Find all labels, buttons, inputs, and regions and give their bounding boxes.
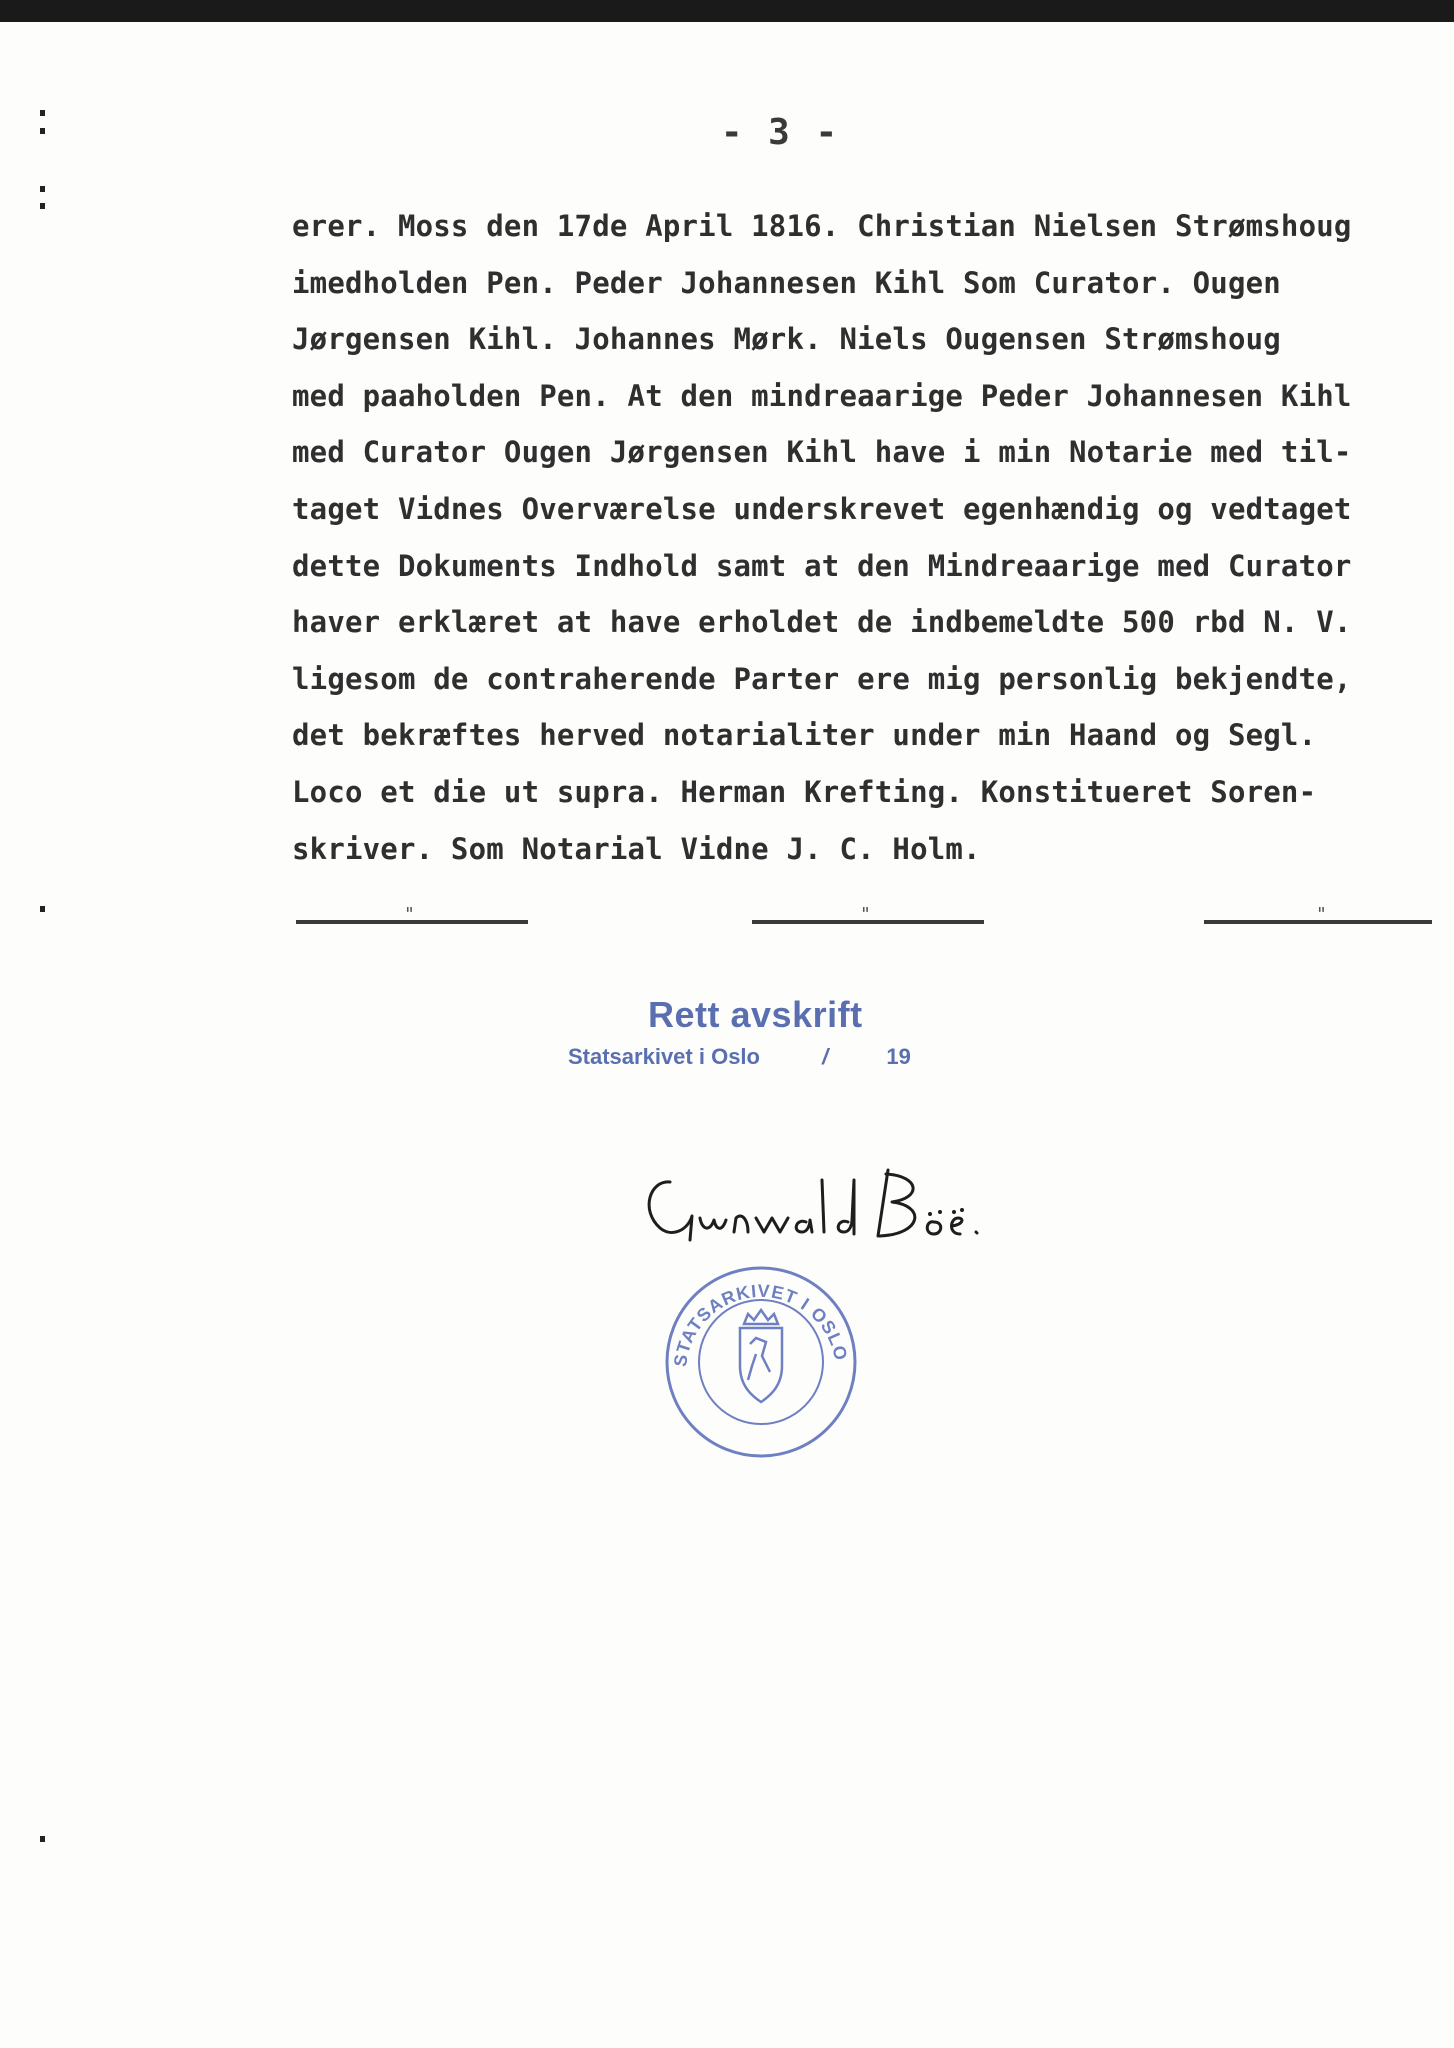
margin-mark [40,906,45,912]
margin-mark [40,128,45,134]
archive-seal-stamp [656,1262,866,1462]
margin-mark [40,203,45,209]
text-line: det bekræftes herved notarialiter under min Haand og Segl. [292,718,1317,753]
separator-ditto-mark: " [1316,904,1327,925]
stamp-year: 19 [886,1044,911,1069]
text-line: haver erklæret at have erholdet de indbemeldte 500 rbd N. V. [292,605,1352,640]
text-line: imedholden Pen. Peder Johannesen Kihl Som Curator. Ougen [292,265,1281,300]
text-line: taget Vidnes Overværelse underskrevet egenhændig og vedtaget [292,491,1352,526]
stamp-title: Rett avskrift [648,994,863,1035]
stamp-date-slash: / [822,1044,829,1069]
text-line: med paaholden Pen. At den mindreaarige Peder Johannesen Kihl [292,378,1352,413]
separator-ditto-mark: " [860,904,871,925]
stamp-archive-name: Statsarkivet i Oslo [568,1044,760,1069]
text-line: dette Dokuments Indhold samt at den Mindreaarige med Curator [292,548,1352,583]
margin-mark [40,1836,45,1842]
text-line: erer. Moss den 17de April 1816. Christian Nielsen Strømshoug [292,209,1352,243]
typed-text-block [292,198,1412,877]
seal-text: STATSARKIVET I OSLO [670,1280,852,1368]
handwritten-signature [630,1140,1010,1260]
text-line: med Curator Ougen Jørgensen Kihl have i min Notarie med til- [292,435,1352,470]
separator-ditto-mark: " [404,904,415,925]
margin-mark [40,186,45,192]
margin-mark [40,110,45,116]
page-number: - 3 - [720,112,840,153]
text-line: Loco et die ut supra. Herman Krefting. Konstitueret Soren- [292,774,1317,809]
scan-top-edge [0,0,1454,22]
text-line: Jørgensen Kihl. Johannes Mørk. Niels Ougensen Strømshoug [292,322,1281,357]
stamp-archive-line [568,1044,911,1070]
text-line: ligesom de contraherende Parter ere mig personlig bekjendte, [292,661,1352,696]
text-line: skriver. Som Notarial Vidne J. C. Holm. [292,831,981,866]
